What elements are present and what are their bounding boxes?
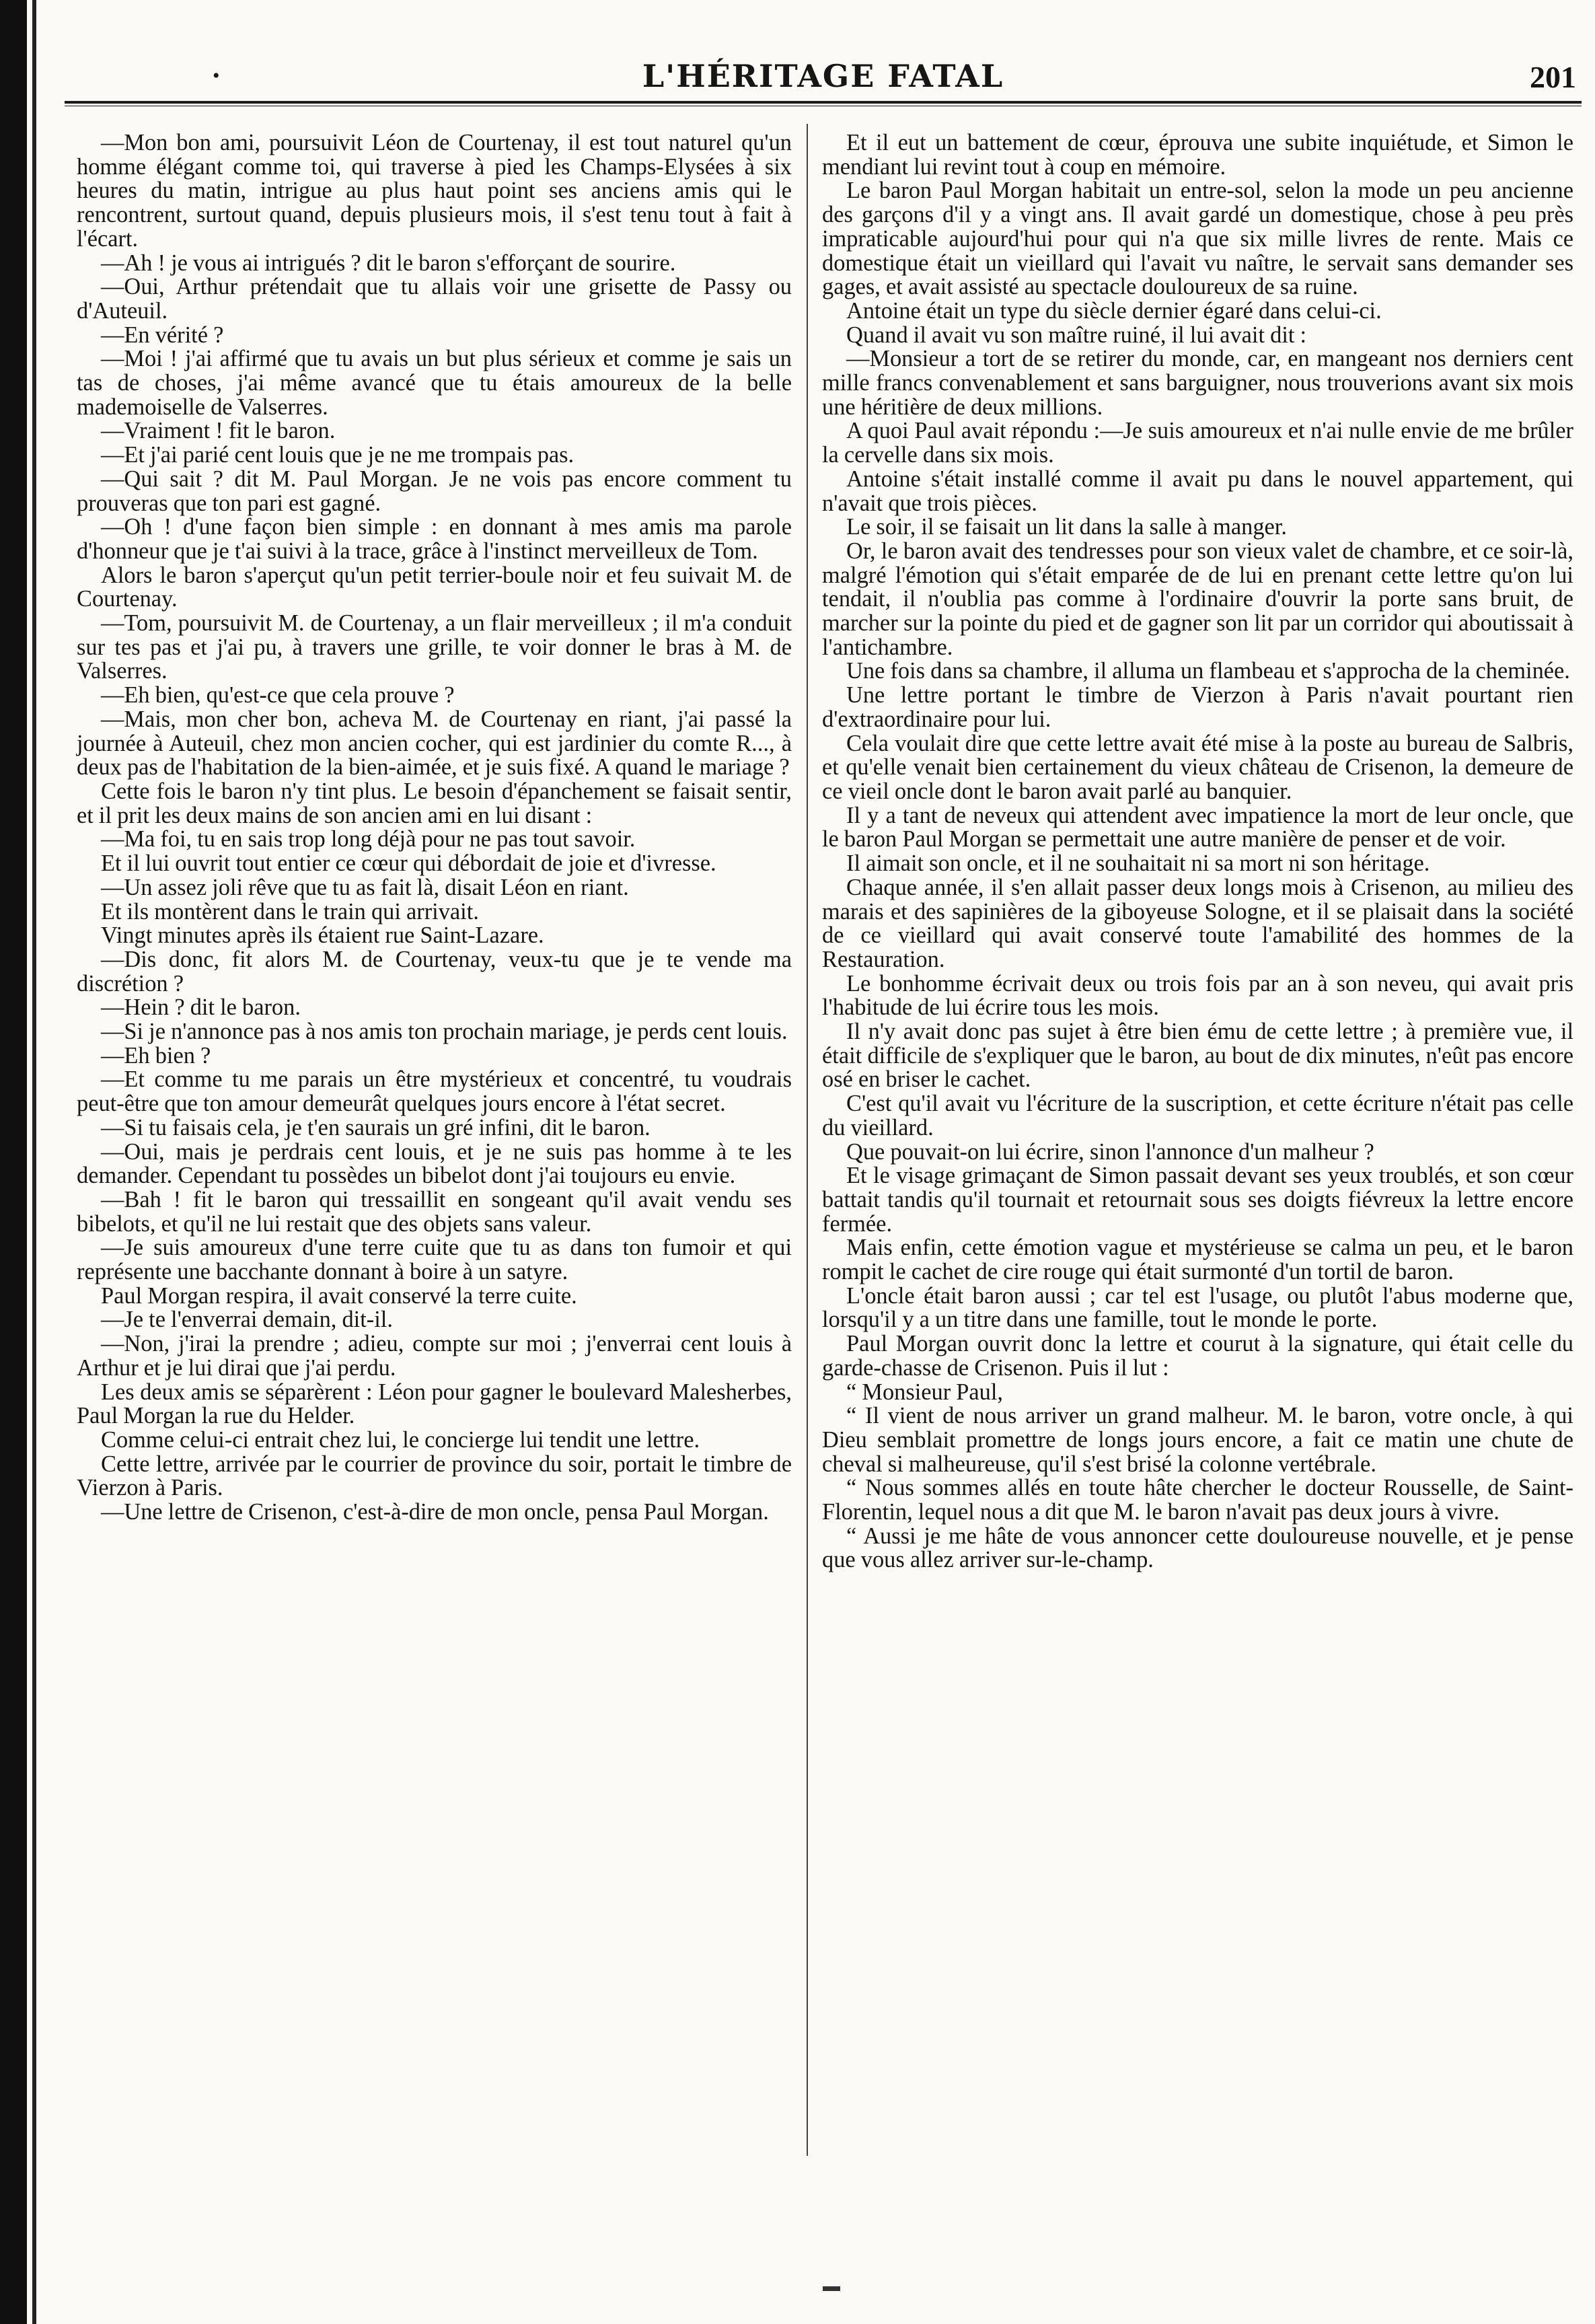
paragraph: Comme celui-ci entrait chez lui, le concierge lui tendit une lettre.: [101, 1426, 700, 1453]
paragraph: —Oh ! d'une façon bien simple : en donnant à mes amis ma parole d'honneur que je t'ai suivi à la trace, grâce à l'instinct merveilleux de Tom.: [77, 514, 792, 564]
paragraph: —Et comme tu me parais un être mystérieux et concentré, tu voudrais peut-être que ton amour demeurât quelques jours encore à l'état secret.: [77, 1066, 792, 1117]
paragraph: L'oncle était baron aussi ; car tel est l'usage, ou plutôt l'abus moderne que, lorsqu'il y a un titre dans une famille, tout le monde le porte.: [822, 1282, 1573, 1333]
paragraph: —Mon bon ami, poursuivit Léon de Courtenay, il est tout naturel qu'un homme élégant comme toi, qui traverse à pied les Champs-Elysées à six heures du matin, intrigue au plus haut point ses anciens amis qui le rencontrent, surtout quand, depuis plusieurs mois, il s'est tenu tout à fait à l'écart.: [77, 130, 792, 252]
paragraph: Paul Morgan ouvrit donc la lettre et courut à la signature, qui était celle du garde-chasse de Crisenon. Puis il lut :: [822, 1331, 1573, 1381]
paragraph: —Hein ? dit le baron.: [101, 994, 301, 1021]
paragraph: Mais enfin, cette émotion vague et mystérieuse se calma un peu, et le baron rompit le cachet de cire rouge qui était surmonté d'un tortil de baron.: [822, 1235, 1573, 1285]
paragraph: Alors le baron s'aperçut qu'un petit terrier-boule noir et feu suivait M. de Courtenay.: [77, 562, 792, 612]
paragraph: Que pouvait-on lui écrire, sinon l'annonce d'un malheur ?: [846, 1138, 1374, 1165]
paragraph: —Si tu faisais cela, je t'en saurais un gré infini, dit le baron.: [101, 1114, 651, 1140]
left-column: [77, 131, 792, 1525]
paragraph: Or, le baron avait des tendresses pour son vieux valet de chambre, et ce soir-là, malgré l'émotion qui s'était emparée de de lui en prenant cette lettre qu'on lui tendait, il n'oublia pas comme à l'ordinaire d'ouvrir la porte sans bruit, de marcher sur la pointe du pied et de gagner son lit par un corridor qui aboutissait à l'antichambre.: [822, 538, 1573, 660]
paragraph: Antoine s'était installé comme il avait pu dans le nouvel appartement, qui n'avait que trois pièces.: [822, 466, 1573, 516]
column-divider: [807, 124, 808, 2156]
paragraph: —Oui, Arthur prétendait que tu allais voir une grisette de Passy ou d'Auteuil.: [77, 274, 792, 324]
paragraph: —Un assez joli rêve que tu as fait là, disait Léon en riant.: [101, 874, 629, 900]
paragraph: —Ma foi, tu en sais trop long déjà pour ne pas tout savoir.: [101, 826, 636, 852]
paragraph: Paul Morgan respira, il avait conservé la terre cuite.: [101, 1282, 577, 1309]
header-rule: [65, 101, 1582, 104]
paragraph: —Qui sait ? dit M. Paul Morgan. Je ne vois pas encore comment tu prouveras que ton pari est gagné.: [77, 466, 792, 516]
paragraph: —Mais, mon cher bon, acheva M. de Courtenay en riant, j'ai passé la journée à Auteuil, chez mon ancien cocher, qui est jardinier du comte R..., à deux pas de l'habitation de la bien-aimée, et je suis fixé. A quand le mariage ?: [77, 706, 792, 780]
paragraph: —Eh bien, qu'est-ce que cela prouve ?: [101, 682, 455, 709]
binding-edge-inner-line: [32, 0, 36, 2324]
paragraph: Vingt minutes après ils étaient rue Saint-Lazare.: [101, 922, 544, 949]
paragraph: —Si je n'annonce pas à nos amis ton prochain mariage, je perds cent louis.: [101, 1019, 788, 1045]
paragraph: C'est qu'il avait vu l'écriture de la suscription, et cette écriture n'était pas celle du vieillard.: [822, 1091, 1573, 1140]
paragraph: Et il lui ouvrit tout entier ce cœur qui débordait de joie et d'ivresse.: [101, 850, 716, 877]
paragraph: —Dis donc, fit alors M. de Courtenay, veux-tu que je te vende ma discrétion ?: [77, 946, 792, 996]
paragraph: Il y a tant de neveux qui attendent avec impatience la mort de leur oncle, que le baron Paul Morgan se permettait une autre manière de penser et de voir.: [822, 802, 1573, 852]
paragraph: —Non, j'irai la prendre ; adieu, compte sur moi ; j'enverrai cent louis à Arthur et je lui dirai que j'ai perdu.: [77, 1331, 792, 1381]
paragraph: —Bah ! fit le baron qui tressaillit en songeant qu'il avait vendu ses bibelots, et qu'il ne lui restait que des objets sans valeur.: [77, 1186, 792, 1237]
paragraph: Cette fois le baron n'y tint plus. Le besoin d'épanchement se faisait sentir, et il prit les deux mains de son ancien ami en lui disant :: [77, 778, 792, 828]
paragraph: —Monsieur a tort de se retirer du monde, car, en mangeant nos derniers cent mille francs convenablement et sans barguigner, nous trouverions avant six mois une héritière de deux millions.: [822, 346, 1573, 420]
paragraph: —Eh bien ?: [101, 1042, 211, 1068]
paragraph: Le soir, il se faisait un lit dans la salle à manger.: [846, 514, 1287, 540]
paragraph: —Je suis amoureux d'une terre cuite que tu as dans ton fumoir et qui représente une bacchante donnant à boire à un satyre.: [77, 1235, 792, 1285]
paragraph: Les deux amis se séparèrent : Léon pour gagner le boulevard Malesherbes, Paul Morgan la rue du Helder.: [77, 1379, 792, 1429]
footer-mark: [823, 2286, 840, 2291]
paragraph: Chaque année, il s'en allait passer deux longs mois à Crisenon, au milieu des marais et des sapinières de la giboyeuse Sologne, et il se plaisait dans la société de ce vieillard qui avait conservé toute l'amabilité des hommes de la Restauration.: [822, 874, 1573, 972]
paragraph: “ Monsieur Paul,: [846, 1379, 1004, 1405]
paragraph: —Je te l'enverrai demain, dit-il.: [101, 1307, 393, 1333]
paragraph: —Tom, poursuivit M. de Courtenay, a un flair merveilleux ; il m'a conduit sur tes pas et j'ai pu, à travers une grille, te voir donner le bras à M. de Valserres.: [77, 610, 792, 684]
paragraph: “ Aussi je me hâte de vous annoncer cette douloureuse nouvelle, et je pense que vous allez arriver sur-le-champ.: [822, 1523, 1573, 1573]
paragraph: Le bonhomme écrivait deux ou trois fois par an à son neveu, qui avait pris l'habitude de lui écrire tous les mois.: [822, 970, 1573, 1021]
paragraph: —Et j'ai parié cent louis que je ne me trompais pas.: [101, 442, 574, 468]
page-header: [65, 58, 1582, 105]
header-mark: •: [213, 65, 220, 87]
paragraph: —En vérité ?: [101, 322, 224, 348]
paragraph: —Moi ! j'ai affirmé que tu avais un but plus sérieux et comme je sais un tas de choses, j'ai même avancé que tu étais amoureux de la belle mademoiselle de Valserres.: [77, 346, 792, 420]
paragraph: Une lettre portant le timbre de Vierzon à Paris n'avait pourtant rien d'extraordinaire pour lui.: [822, 682, 1573, 732]
paragraph: Et le visage grimaçant de Simon passait devant ses yeux troublés, et son cœur battait tandis qu'il tournait et retournait sous ses doigts fiévreux la lettre encore fermée.: [822, 1163, 1573, 1237]
paragraph: —Vraiment ! fit le baron.: [101, 418, 336, 444]
paragraph: A quoi Paul avait répondu :—Je suis amoureux et n'ai nulle envie de me brûler la cervelle dans six mois.: [822, 418, 1573, 468]
right-column: [822, 131, 1573, 1572]
binding-edge: [0, 0, 27, 2324]
paragraph: Quand il avait vu son maître ruiné, il lui avait dit :: [846, 322, 1307, 348]
paragraph: Cela voulait dire que cette lettre avait été mise à la poste au bureau de Salbris, et qu'elle venait bien certainement du vieux château de Crisenon, la demeure de ce vieil oncle dont le baron avait parlé au banquier.: [822, 730, 1573, 804]
paragraph: Une fois dans sa chambre, il alluma un flambeau et s'approcha de la cheminée.: [846, 658, 1570, 684]
running-title: L'HÉRITAGE FATAL: [642, 58, 1004, 94]
paragraph: Et ils montèrent dans le train qui arrivait.: [101, 898, 479, 924]
paragraph: —Oui, mais je perdrais cent louis, et je ne suis pas homme à te les demander. Cependant tu possèdes un bibelot dont j'ai toujours eu envie.: [77, 1138, 792, 1189]
paragraph: “ Il vient de nous arriver un grand malheur. M. le baron, votre oncle, à qui Dieu semblait promettre de longs jours encore, a fait ce matin une chute de cheval si malheureuse, qu'il s'est brisé la colonne vertébrale.: [822, 1403, 1573, 1477]
paragraph: Il aimait son oncle, et il ne souhaitait ni sa mort ni son héritage.: [846, 850, 1430, 877]
paragraph: Antoine était un type du siècle dernier égaré dans celui-ci.: [846, 297, 1382, 324]
paragraph: Il n'y avait donc pas sujet à être bien ému de cette lettre ; à première vue, il était difficile de s'expliquer que le baron, au bout de dix minutes, n'eût pas encore osé en briser le cachet.: [822, 1019, 1573, 1093]
paragraph: Le baron Paul Morgan habitait un entre-sol, selon la mode un peu ancienne des garçons d'il y a vingt ans. Il avait gardé un domestique, chose à peu près impraticable aujourd'hui pour qui n'a que six mille livres de rente. Mais ce domestique était un vieillard qui l'avait vu naître, le servait sans demander ses gages, et avait assisté au spectacle douloureux de sa ruine.: [822, 178, 1573, 300]
page-number: 201: [1530, 60, 1576, 94]
paragraph: “ Nous sommes allés en toute hâte chercher le docteur Rousselle, de Saint-Florentin, lequel nous a dit que M. le baron n'avait pas deux jours à vivre.: [822, 1475, 1573, 1525]
paragraph: Et il eut un battement de cœur, éprouva une subite inquiétude, et Simon le mendiant lui revint tout à coup en mémoire.: [822, 130, 1573, 180]
paragraph: —Une lettre de Crisenon, c'est-à-dire de mon oncle, pensa Paul Morgan.: [101, 1499, 769, 1525]
paragraph: —Ah ! je vous ai intrigués ? dit le baron s'efforçant de sourire.: [101, 250, 676, 276]
paragraph: Cette lettre, arrivée par le courrier de province du soir, portait le timbre de Vierzon à Paris.: [77, 1451, 792, 1501]
